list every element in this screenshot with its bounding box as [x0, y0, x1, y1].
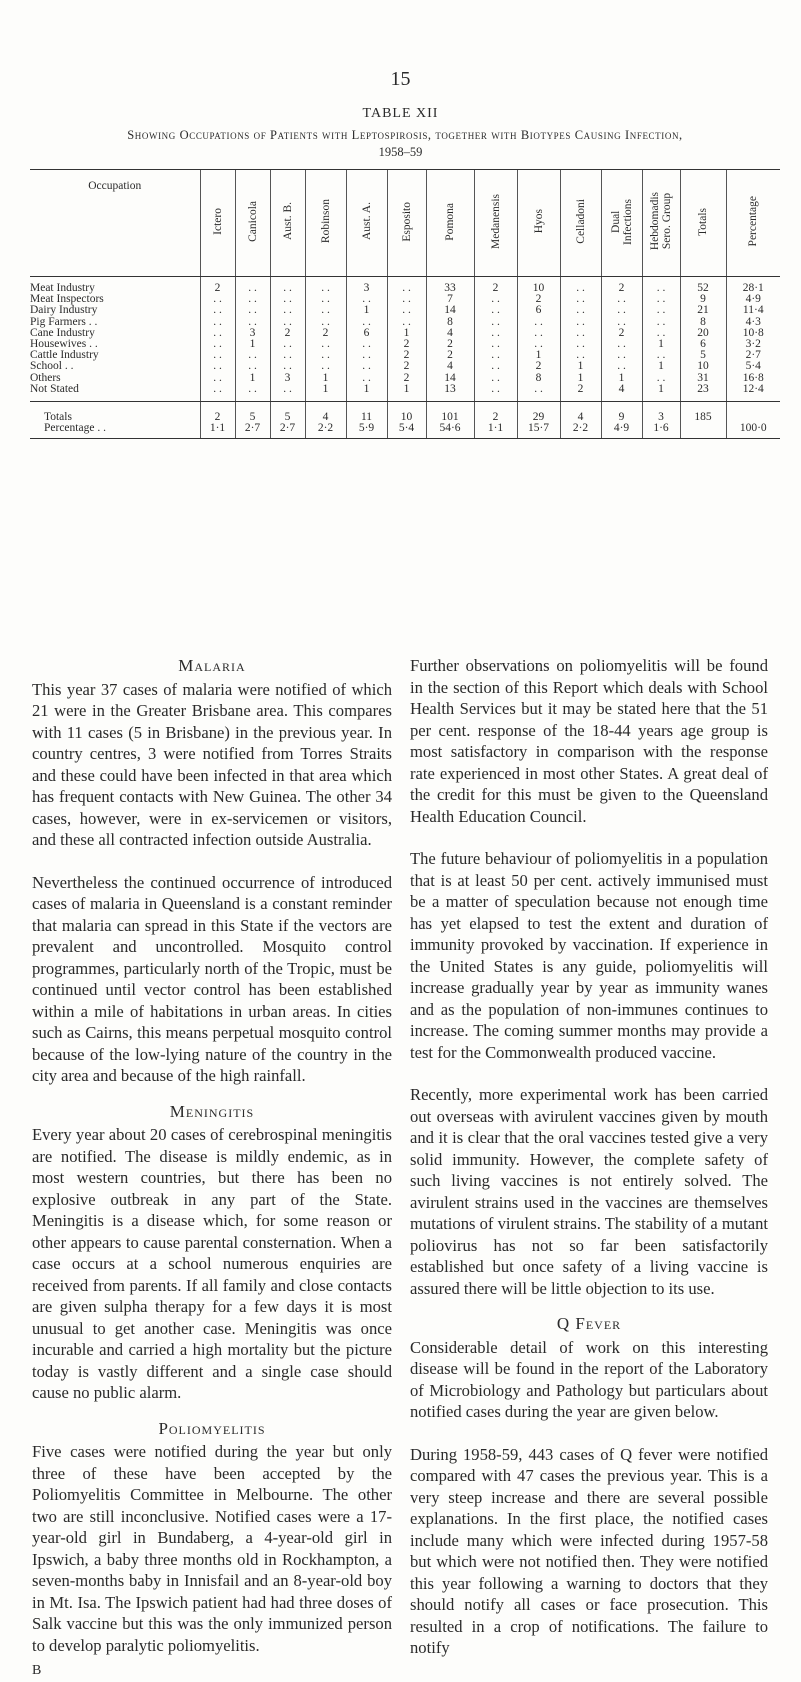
malaria-heading: Malaria [178, 656, 246, 675]
row-label: Others [30, 372, 61, 384]
table-cell: 16·8 [726, 373, 780, 384]
table-cell: 2 [200, 277, 235, 295]
table-cell: 101 [426, 402, 474, 424]
table-cell: 2 [387, 361, 426, 372]
table-cell: 1 [642, 339, 680, 350]
table-cell: . . [642, 373, 680, 384]
table-cell: 1 [517, 350, 560, 361]
table-cell: . . [305, 350, 346, 361]
table-cell: 20 [680, 328, 726, 339]
column-header [642, 170, 680, 277]
table-cell: 2·7 [235, 423, 270, 439]
table-cell: 4 [305, 402, 346, 424]
q-fever-heading: Q Fever [556, 1314, 622, 1333]
table-cell: . . [305, 339, 346, 350]
table-cell: 10 [680, 361, 726, 372]
table-cell: 29 [517, 402, 560, 424]
table-cell: 1 [346, 305, 387, 316]
poliomyelitis-heading: Poliomyelitis [158, 1418, 266, 1438]
column-header-label: Hebdomadis Sero. Group [649, 192, 673, 251]
table-cell: 9 [680, 294, 726, 305]
table-cell: 1 [235, 339, 270, 350]
table-cell: 2 [200, 402, 235, 424]
table-cell: 2 [517, 361, 560, 372]
column-header [346, 170, 387, 277]
table-cell: . . [270, 339, 305, 350]
column-header-label: Ictero [211, 208, 224, 235]
table-cell: . . [200, 361, 235, 372]
table-cell: 14 [426, 373, 474, 384]
table-cell: . . [346, 350, 387, 361]
table-cell: 2 [387, 373, 426, 384]
table-cell: 2 [474, 277, 517, 295]
table-cell: . . [474, 373, 517, 384]
table-cell: 2 [387, 339, 426, 350]
table-cell: 10 [517, 277, 560, 295]
table-cell: . . [346, 361, 387, 372]
table-cell: 5 [235, 402, 270, 424]
table-cell: . . [642, 317, 680, 328]
table-cell: . . [200, 305, 235, 316]
row-label: Cattle Industry [30, 350, 99, 362]
table-cell: . . [642, 328, 680, 339]
table-cell: . . [474, 350, 517, 361]
table-cell: . . [560, 294, 601, 305]
table-cell: 1 [560, 373, 601, 384]
table-cell: 3 [346, 277, 387, 295]
table-cell: 6 [680, 339, 726, 350]
column-header [560, 170, 601, 277]
column-header-label: Aust. A. [360, 202, 373, 241]
table-cell: . . [560, 277, 601, 295]
table-cell: 1 [560, 361, 601, 372]
table-cell: . . [270, 294, 305, 305]
table-cell: 2·2 [560, 423, 601, 439]
table-cell: 11 [346, 402, 387, 424]
column-header [387, 170, 426, 277]
table-cell: . . [387, 305, 426, 316]
q-fever-paragraph-1: Considerable detail of work on this interesting disease will be found in the report of the Laboratory of Microbiology and Pathology but particulars about notified cases during the year are given below. [410, 1337, 768, 1421]
table-cell: . . [387, 277, 426, 295]
table-cell: 9 [601, 402, 642, 424]
table-cell: . . [235, 294, 270, 305]
table-cell: 2 [474, 402, 517, 424]
table-cell: 2 [560, 384, 601, 402]
table-cell: 5·4 [387, 423, 426, 439]
table-cell: . . [560, 328, 601, 339]
column-header [270, 170, 305, 277]
column-header-label: Pomona [444, 202, 456, 241]
table-period: 1958–59 [378, 145, 423, 159]
table-cell: . . [517, 339, 560, 350]
table-cell: 1 [387, 384, 426, 402]
column-header-label: Percentage [747, 196, 760, 247]
table-cell: 2 [270, 328, 305, 339]
totals-row [30, 402, 780, 424]
table-cell: . . [305, 294, 346, 305]
table-cell: . . [235, 361, 270, 372]
table-body [30, 277, 780, 439]
column-header-label: Totals [697, 207, 709, 236]
table-cell: 6 [346, 328, 387, 339]
meningitis-heading: Meningitis [169, 1101, 255, 1121]
table-cell: . . [601, 294, 642, 305]
table-cell: . . [270, 277, 305, 295]
table-cell: . . [517, 384, 560, 402]
table-cell: . . [270, 350, 305, 361]
column-header [200, 170, 235, 277]
table-cell: . . [601, 350, 642, 361]
table-cell: 1·6 [642, 423, 680, 439]
table-cell: . . [346, 373, 387, 384]
table-cell: 1 [601, 373, 642, 384]
table-cell: 1 [642, 384, 680, 402]
percentage-row [30, 423, 780, 439]
column-header [474, 170, 517, 277]
table-cell: . . [200, 328, 235, 339]
column-header-label: Robinson [319, 199, 332, 244]
table-cell: 3 [270, 373, 305, 384]
table-cell: . . [642, 350, 680, 361]
table-cell: . . [601, 317, 642, 328]
table-cell: 8 [517, 373, 560, 384]
table-cell: . . [560, 317, 601, 328]
table-cell: . . [346, 317, 387, 328]
page-number: 15 [390, 68, 411, 90]
table-cell: 5 [270, 402, 305, 424]
table-cell: . . [474, 305, 517, 316]
table-cell: 1·1 [200, 423, 235, 439]
row-label: Housewives . . [30, 339, 98, 351]
table-cell: . . [305, 317, 346, 328]
table-cell: 14 [426, 305, 474, 316]
column-header [601, 170, 642, 277]
table-cell: . . [270, 384, 305, 402]
table-cell: 5·4 [726, 361, 780, 372]
table-cell: 2 [426, 339, 474, 350]
column-header [680, 170, 726, 277]
right-column [410, 655, 768, 1659]
table-cell: . . [200, 339, 235, 350]
table-cell: 4·9 [601, 423, 642, 439]
table-cell: . . [235, 317, 270, 328]
row-label: Meat Industry [30, 282, 95, 294]
column-header [305, 170, 346, 277]
table-cell: . . [305, 277, 346, 295]
table-cell: 12·4 [726, 384, 780, 402]
table-cell: 185 [680, 402, 726, 424]
table-cell: . . [305, 361, 346, 372]
table-cell: . . [235, 305, 270, 316]
table-cell: 4·9 [726, 294, 780, 305]
column-header [726, 170, 780, 277]
row-label: School . . [30, 361, 74, 373]
table-cell: . . [474, 317, 517, 328]
table-cell: . . [474, 294, 517, 305]
meningitis-paragraph-1: Every year about 20 cases of cerebrospinal meningitis are notified. The disease is mildly endemic, as in most western countries, but there has been no explosive outbreak in any part of the State. Meningitis is a disease which, for some reason or other appears to cause parental consternation. When a case occurs at a school numerous enquiries are received from parents. If all family and close contacts are given sulpha therapy for a few days it is most unusual to get another case. Meningitis was once incurable and carried a high mortality but the picture today is vastly different and a single case should cause no public alarm. [32, 1125, 392, 1402]
table-cell: . . [601, 339, 642, 350]
table-cell: 3·2 [726, 339, 780, 350]
table-caption: Showing Occupations of Patients with Leptospirosis, together with Biotypes Causing Infection, [127, 128, 683, 142]
table-cell: 100·0 [726, 423, 780, 439]
row-label: Percentage . . [30, 423, 200, 439]
table-cell: . . [517, 328, 560, 339]
malaria-paragraph-2: Nevertheless the continued occurrence of introduced cases of malaria in Queensland is a constant reminder that malaria can spread in this State if the vectors are prevalent and uncontrolled. Mosquito control programmes, particularly north of the Tropic, must be continued until vector control has been established within a mile of habitations in urban areas. In cities such as Cairns, this means perpetual mosquito control because of the low-lying nature of the country in the city area and because of the high rainfall. [32, 872, 392, 1085]
table-cell: . . [270, 317, 305, 328]
table-cell: 1 [387, 328, 426, 339]
table-header-row [30, 170, 780, 277]
table-row [30, 305, 780, 316]
column-header [426, 170, 474, 277]
table-cell: . . [270, 305, 305, 316]
table-cell: 10 [387, 402, 426, 424]
table-cell: . . [200, 317, 235, 328]
table-cell: . . [346, 294, 387, 305]
table-cell: 2 [387, 350, 426, 361]
column-header [517, 170, 560, 277]
column-header [235, 170, 270, 277]
table-row [30, 361, 780, 372]
table-cell: . . [235, 384, 270, 402]
table-cell: 33 [426, 277, 474, 295]
column-header-occupation: Occupation [30, 170, 200, 277]
table-cell: . . [346, 339, 387, 350]
column-header-label: Aust. B. [281, 202, 294, 241]
table-cell: . . [200, 294, 235, 305]
table-cell: . . [235, 277, 270, 295]
table-cell: 11·4 [726, 305, 780, 316]
table-cell: 3 [642, 402, 680, 424]
column-header-label: Celladoni [574, 199, 587, 244]
table-cell: . . [560, 305, 601, 316]
table-cell: . . [642, 305, 680, 316]
row-label: Totals [44, 411, 72, 424]
table-cell: 8 [680, 317, 726, 328]
table-title: TABLE XII [362, 106, 439, 121]
poliomyelitis-paragraph-3: The future behaviour of poliomyelitis in a population that is at least 50 per cent. actively immunised must be a matter of speculation because not enough time has yet elapsed to test the extent and duration of immunity provoked by vaccination. If experience in the United States is any guide, poliomyelitis will increase gradually year by year as immunity wanes and as the population of non-immunes continues to increase. The coming summer months may provide a test for the Commonwealth produced vaccine. [410, 849, 768, 1062]
column-header-label: Hyos [532, 209, 545, 234]
table-cell: 2 [305, 328, 346, 339]
poliomyelitis-paragraph-1: Five cases were notified during the year but only three of these have been accepted by the Poliomyelitis Committee in Melbourne. The other two are still inconclusive. Notified cases were a 17-year-old girl in Bundaberg, a 4-year-old girl in Ipswich, a baby three months old in Rockhampton, a seven-months baby in Innisfail and an 8-year-old boy in Mt. Isa. The Ipswich patient had had three doses of Salk vaccine but this was the only immunized person to develop paralytic poliomyelitis. [32, 1442, 392, 1655]
table-cell: . . [474, 384, 517, 402]
table-cell: 21 [680, 305, 726, 316]
poliomyelitis-paragraph-2: Further observations on poliomyelitis will be found in the section of this Report which deals with School Health Services but it may be stated here that the 51 per cent. response of the 18-44 years age group is most satisfactory in comparison with the response rate experienced in most other States. A great deal of the credit for this must be given to the Queensland Health Education Council. [410, 656, 768, 826]
table-cell: 1 [346, 384, 387, 402]
table-cell: 3 [235, 328, 270, 339]
table-cell: 2·7 [726, 350, 780, 361]
table-cell: . . [270, 361, 305, 372]
row-label: Cane Industry [30, 327, 95, 339]
table-cell: 4 [601, 384, 642, 402]
table-row [30, 384, 780, 402]
table-cell [680, 423, 726, 439]
table-cell: . . [642, 294, 680, 305]
table-cell: 5 [680, 350, 726, 361]
table-cell: 2 [517, 294, 560, 305]
table-cell: 4 [426, 361, 474, 372]
column-header-label: Esposito [400, 201, 413, 242]
table-cell: 4 [426, 328, 474, 339]
poliomyelitis-paragraph-4: Recently, more experimental work has been carried out overseas with avirulent vaccines given by mouth and it is clear that the oral vaccines tested give a very solid immunity. However, the complete safety of such living vaccines is not entirely solved. The avirulent strains used in the vaccines are themselves mutations of virulent strains. The stability of a mutant poliovirus has not so far been satisfactorily established but once safety of a living vaccine is assured there will be little objection to its use. [410, 1085, 768, 1298]
table-cell: 28·1 [726, 277, 780, 295]
row-label: Pig Farmers . . [30, 316, 98, 328]
table-cell: . . [200, 373, 235, 384]
table-cell [726, 402, 780, 424]
column-header-label: Canicola [246, 201, 259, 242]
table-cell: 15·7 [517, 423, 560, 439]
table-cell: 2·7 [270, 423, 305, 439]
table-cell: . . [200, 350, 235, 361]
table-cell: 1 [235, 373, 270, 384]
table-cell: . . [642, 277, 680, 295]
leptospirosis-table [30, 169, 780, 439]
table-cell: . . [601, 305, 642, 316]
table-cell: . . [560, 339, 601, 350]
table-cell: . . [474, 339, 517, 350]
table-cell: 8 [426, 317, 474, 328]
table-cell: . . [474, 361, 517, 372]
table-cell: . . [517, 317, 560, 328]
column-header-label: Dual Infections [609, 198, 634, 245]
q-fever-paragraph-2: During 1958-59, 443 cases of Q fever were notified compared with 47 cases the previous year. This is a very steep increase and there are several possible explanations. In the first place, the notified cases include many which were infected during 1957-58 but which were not notified then. They were notified this year following a warning to doctors that they should notify all cases or face prosecution. This resulted in a crop of notifications. The failure to notify [410, 1444, 768, 1657]
row-label: Dairy Industry [30, 305, 98, 317]
table-cell: . . [235, 350, 270, 361]
table-cell: 4·3 [726, 317, 780, 328]
table-cell: 6 [517, 305, 560, 316]
table-cell: 7 [426, 294, 474, 305]
signature-mark: B [32, 1663, 42, 1678]
table-cell: 2 [601, 328, 642, 339]
row-label: Meat Inspectors [30, 294, 104, 306]
table-row [30, 277, 780, 295]
table-cell: 13 [426, 384, 474, 402]
table-cell: 31 [680, 373, 726, 384]
left-column [32, 655, 392, 1682]
table-cell: 2·2 [305, 423, 346, 439]
table-cell: . . [305, 305, 346, 316]
table-cell: 10·8 [726, 328, 780, 339]
table-cell: 1 [305, 384, 346, 402]
table-cell: . . [474, 328, 517, 339]
table-cell: . . [601, 361, 642, 372]
table-cell: . . [387, 317, 426, 328]
table-cell: 1 [305, 373, 346, 384]
table-cell: . . [560, 350, 601, 361]
table-cell: 1·1 [474, 423, 517, 439]
column-header-label: Medanensis [489, 194, 502, 249]
table-cell: . . [200, 384, 235, 402]
malaria-paragraph-1: This year 37 cases of malaria were notified of which 21 were in the Greater Brisbane area. This compares with 11 cases (5 in Brisbane) in the previous year. In country centres, 3 were notified from Torres Straits and these could have been infected in that area which has frequent contacts with New Guinea. The other 34 cases, however, were in ex-servicemen or visitors, and these all contracted infection outside Australia. [32, 679, 392, 849]
table-cell: 54·6 [426, 423, 474, 439]
table-cell: 5·9 [346, 423, 387, 439]
row-label: Not Stated [30, 384, 200, 402]
table-cell: 1 [642, 361, 680, 372]
table-cell: 23 [680, 384, 726, 402]
table-cell: 2 [601, 277, 642, 295]
table-cell: . . [387, 294, 426, 305]
table-cell: 4 [560, 402, 601, 424]
table-cell: 52 [680, 277, 726, 295]
table-cell: 2 [426, 350, 474, 361]
